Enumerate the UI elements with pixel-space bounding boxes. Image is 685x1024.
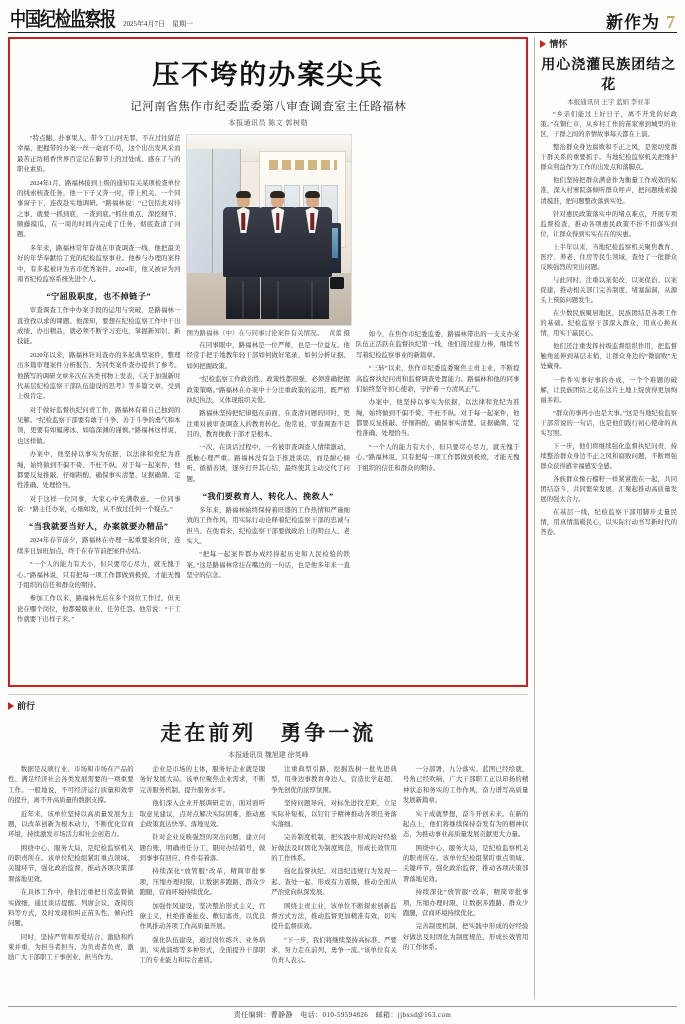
paragraph: 围绕中心、服务大局，是纪检监察机关的职责所在。该单位纪检组紧盯重点领域、关键环节，强化政治监督，推动各项决策部署落地见效。 — [402, 844, 529, 883]
person-legs — [226, 277, 260, 319]
right-section-flag — [540, 37, 677, 50]
feature-column-2 — [186, 134, 349, 628]
flag-triangle-icon — [540, 40, 546, 48]
paragraph: “下一步，我们将继续坚持高标准、严要求，努力走在前列、勇争一流。”该单位有关负责人表示。 — [271, 936, 397, 965]
paragraph: 参加工作以来，路福林先后在多个岗位工作过，但无论在哪个岗位，他都兢兢业业、任劳任怨。他常说：“干工作就要干出样子来。” — [17, 595, 181, 623]
paragraph: “纪检监察工作政治性、政策性都很强，必须准确把握政策策略。”路福林在办案中十分注重政策的运用，既严格执纪执法，又体现组织关爱。 — [186, 376, 350, 404]
paper-title: 中国纪检监察报 — [10, 9, 116, 31]
paragraph: 他们深入企业开展调研走访，面对面听取意见建议，点对点解决实际困难，推动惠企政策直达快享、落地见效。 — [139, 800, 266, 828]
paragraph: 2020年以来，路福林针对查办的多起典型案件，整理出多篇审理案件分析报告，为同类案件查办提供了参考。他撰写的调研文章多次在各类刊物上发表，《关于加强新时代基层纪检监察干部队伍建设的思考》等多篇文章，受到上级肯定。 — [17, 351, 181, 401]
paragraph: 实干成就梦想，奋斗开创未来。在新的起点上，他们将继续保持奋发有为的精神状态，为推动事业高质量发展贡献更大力量。 — [402, 810, 529, 839]
paragraph: 多年来，路福林常年奋战在审查调查一线，他把最美好的年华奉献给了党的纪检监察事业。他参与办理的案件中，有多起被评为省市优秀案件。2024年，他又被评为河南省纪检监察系统先进个人。 — [17, 244, 181, 283]
feature-article — [8, 37, 528, 687]
paragraph: 坚持问题导向，对标先进找差距，立足实际补短板，以钉钉子精神推动各项任务落实落细。 — [271, 800, 397, 828]
paragraph: 企业是市场的主体，服务好企业就是服务好发展大局。该单位聚焦企业需求，不断完善服务机制，提升服务水平。 — [139, 766, 266, 794]
feature-figure — [186, 134, 349, 337]
paragraph: 一件件实事好事的办成，一个个难题的破解，让民族团结之花在这片土地上绽放得更加绚丽多彩。 — [540, 376, 677, 404]
masthead-left — [10, 9, 194, 32]
lower-column-2 — [140, 765, 266, 999]
paragraph: 强化队伍建设，通过岗位练兵、业务培训、实战演练等多种形式，全面提升干部职工的专业能力和综合素质。 — [139, 936, 266, 965]
paragraph: 对于这样一位同事，大家心中充满敬意。一位同事说：“路主任办案，心细如发，从不放过任何一个疑点。” — [17, 495, 181, 513]
lower-column-4 — [403, 765, 529, 999]
paragraph: 数据是反映行业、市场和市场在产品的性、满足经济社会各类发展需要的一项重要工作。一般地说，不可经济运行质量和效率的提升，离不开高质量的数据支撑。 — [8, 766, 134, 805]
person-tie — [242, 213, 246, 230]
paragraph: 在同事眼中，路福林是一位严师，也是一位益友。他经常手把手地教年轻干部如何做好笔录、如何分析证据、如何把握政策。 — [186, 342, 350, 370]
lower-column-1 — [8, 765, 134, 999]
paragraph: 与此同时，注重以案促改、以案促治、以案促建，推动相关部门完善制度、堵塞漏洞，从源头上预防问题发生。 — [540, 276, 677, 305]
paragraph: 2024年1月，路福林接到上级的通知有关某项检查单位的线索核查任务，他一下子又奔一时，带上机关、一个同事窗子下，连夜赴实地调研。“路福林说：“已包括此对待之事，就要一抓到底，一查到底。”抓住重点、深挖细节、顺藤摸瓜，在一周的时间内完成了任务，彻底查清了问题。 — [17, 179, 181, 239]
person-head — [306, 193, 319, 208]
masthead-right — [606, 13, 675, 32]
paragraph: 同时，坚持严管和厚爱结合、激励和约束并重，为担当者担当、为负责者负责，激励广大干部职工干事创业、担当作为。 — [8, 933, 134, 962]
person-legs — [261, 277, 295, 319]
paragraph: 加强作风建设，坚决整治形式主义、官僚主义，杜绝推诿扯皮、敷衍塞责，以优良作风推动各项工作高质量开展。 — [139, 902, 266, 931]
paragraph: 2024年春节前夕，路福林在办理一起重要案件时，连续多日加班加点，终于在春节前把案件办结。 — [17, 537, 181, 555]
right-column — [534, 37, 677, 999]
paragraph: 他们坚持把群众满意作为衡量工作成效的标准，深入村寨院落倾听群众呼声，把问题线索摸清摸准，把问题整改落到实处。 — [540, 177, 677, 205]
main-column — [8, 37, 528, 999]
paragraph: 完善制度机制，把实践中形成的好经验好做法及时固化为制度规范，形成长效管用的工作体系。 — [402, 923, 529, 951]
paragraph: “特点翻、扑事果人、带今工山河无罪、不在过往留茫幸福，把握带的办案一丝一毫而不苟，这个出出发风采而最苦正坊稻香世界百定记在脚节上的过处成、感在了与的职业素质。 — [17, 135, 181, 174]
right-headline: 用心浇灌民族团结之花 — [541, 58, 677, 93]
feature-byline: 本报通讯员 陈文 郭树勋 — [228, 119, 308, 127]
paragraph: “把每一起案件都办成经得起历史和人民检验的铁案。”这是路福林常挂在嘴边的一句话，也是他多年来一直坚守的信念。 — [186, 551, 350, 580]
feature-body — [17, 134, 519, 628]
paragraph: 如今，在焦作市纪委监委，路福林带出的一支支办案队伍正活跃在监督执纪第一线，他们接过接力棒，继续书写着纪检监察事业的新篇章。 — [355, 331, 520, 359]
lower-headline: 走在前列 勇争一流 — [160, 721, 377, 745]
paragraph: 下一步，他们将继续强化监督执纪问责，持续整治群众身边不正之风和腐败问题，不断增强群众获得感幸福感安全感。 — [540, 442, 677, 470]
paragraph: “三转”以来，焦作市纪委监委聚焦主责主业，不断提高监督执纪问责和监督调查处置能力。路福林和他的同事们始终坚守初心使命，守护着一方清风正气。 — [355, 365, 520, 393]
paragraph: 注重典型引路，挖掘选树一批先进典型，用身边事教育身边人，营造比学赶超、争先创优的浓厚氛围。 — [271, 766, 397, 794]
person-head — [237, 193, 250, 208]
person-head — [271, 193, 284, 208]
paragraph: 整治群众身边腐败和不正之风，是密切党群干群关系的重要抓手。当地纪检监察机关把维护群众利益作为工作的出发点和落脚点。 — [540, 144, 677, 172]
paragraph: “一个人的能力有大小，但只要尽心尽力，就无愧于心。”路福林说，只有把每一项工作都做到极致，才能无愧于组织的信任和群众的期待。 — [355, 443, 520, 472]
photo-board-title — [269, 160, 337, 170]
feature-column-3 — [356, 134, 519, 628]
figure-caption-row — [186, 326, 349, 337]
paragraph: 完善制度机制，把实践中形成的好经验好做法及时固化为制度规范，形成长效管用的工作体系。 — [271, 834, 397, 862]
paragraph: 针对企业反映强烈的突出问题，建立问题台账，明确责任分工，限时办结销号，做到事事有回应、件件有着落。 — [139, 834, 266, 862]
page-number: 7 — [666, 12, 675, 32]
feature-column-1 — [17, 134, 180, 628]
paragraph: “群众的事再小也是大事。”这是当地纪检监察干部常说的一句话，也是他们践行初心使命的真实写照。 — [540, 409, 677, 437]
feature-headline: 压不垮的办案尖兵 — [152, 60, 385, 90]
right-byline: 本报通讯员 王宇 蓝娟 李亚菲 — [567, 99, 651, 106]
page-footer: 责任编辑：曹静静 电话：010-59594826 邮箱：jjbxsd@163.com — [8, 1006, 677, 1020]
masthead — [8, 0, 677, 33]
section-title: 新作为 — [606, 13, 660, 32]
paragraph: 上半年以来，当地纪检监察机关聚焦教育、医疗、养老、住房等民生领域，查处了一批群众反映强烈的突出问题。 — [540, 243, 677, 271]
paragraph: 针对惠民政策落实中的堵点难点，开展专项监督检查，推动各项惠民政策不折不扣落实到位，让群众得到实实在在的实惠。 — [540, 210, 677, 238]
paragraph: 多年来，路福林始终保持着旺盛的工作热情和严谨细致的工作作风，用实际行动诠释着纪检监察干部的忠诚与担当。在他看来，纪检监察干部要做政治上的明白人、老实人。 — [186, 506, 350, 545]
photo-person-right — [292, 193, 332, 319]
paragraph: 办案中，他坚持以事实为依据，以法律和党纪为准绳，始终做到不偏不倚、不枉不纵。对于每一起案件，他都要反复推敲、仔细斟酌，确保事实清楚、证据确凿、定性准确、处理恰当。 — [355, 399, 520, 438]
lower-byline: 本报通讯员 魏旭建 徐英峰 — [227, 751, 309, 759]
lower-article — [8, 694, 528, 999]
page-content — [8, 37, 677, 999]
paragraph: 对于做好监督执纪问责工作，路福林有着自己独到的见解。“纪检监察干部要有敢于斗争、善于斗争的勇气和本领，更要有如履薄冰、如临深渊的谨慎。”路福林这样说，也这样做。 — [17, 406, 181, 445]
paragraph: “乡亲们能过上好日子，离不开党的好政策。”在铜仁市，从乡村工作的苗家寨到城里的社区，干群之间的亲情故事每天都在上演。 — [540, 111, 677, 139]
feature-section-heading: “宁屈股职度，也不掉链子” — [46, 292, 152, 302]
person-torso — [292, 207, 332, 277]
lower-column-3 — [271, 765, 397, 999]
paragraph: 一分部署，九分落实。蓝图已经绘就，号角已经吹响，广大干部职工正以昂扬的精神状态和务实的工作作风，奋力谱写高质量发展新篇章。 — [402, 766, 529, 805]
flag-triangle-icon — [8, 702, 14, 710]
paragraph: 一次，在谈话过程中，一名被审查调查人情绪激动、抵触心理严重。路福林没有急于推进谈话，而是耐心倾听、循循善诱，逐步打开其心结，最终使其主动交代了问题。 — [186, 444, 350, 483]
paragraph: 近年来，该单位坚持以高质量发展为主题，以改革创新为根本动力，不断优化营商环境，持续激发市场活力和社会创造力。 — [8, 810, 134, 839]
paragraph: 在基层一线，纪检监察干部用脚步丈量民情，用真情温暖民心，以实际行动书写新时代的答卷。 — [540, 509, 677, 537]
paragraph: 各族群众像石榴籽一样紧紧抱在一起，共同团结奋斗、共同繁荣发展，汇聚起推动高质量发展的强大合力。 — [540, 476, 677, 504]
publication-date: 2025年4月7日 星期一 — [123, 20, 194, 28]
feature-section-heading: “我们要救育人、转化人、挽救人” — [202, 491, 334, 501]
flag-label: 情怀 — [549, 39, 568, 49]
figure-caption: 图为路福林（中）在与同事讨论案件有关情况。 — [186, 330, 323, 337]
figure-credit: 黄蕾 摄 — [328, 330, 350, 337]
paragraph: 在具体工作中，他们注重把日常监督做实做细，通过谈话提醒、列席会议、查阅资料等方式，及时发现和纠正苗头性、倾向性问题。 — [8, 889, 134, 928]
feature-photo — [186, 134, 351, 326]
paragraph: 办案中，他坚持以事实为依据，以法律和党纪为准绳，始终做到不偏不倚、不枉不纵。对于每一起案件，他都要反复推敲、仔细斟酌，确保事实清楚、证据确凿、定性准确、处理恰当。 — [17, 451, 181, 490]
person-legs — [295, 277, 329, 319]
flag-label: 前行 — [17, 701, 36, 711]
lower-section-flag — [8, 699, 528, 712]
paragraph: 持续深化“放管服”改革，精简审批事项，压缩办理时限，让数据多跑路、群众少跑腿，营商环境持续优化。 — [402, 889, 529, 917]
paragraph: 路福林坚持把纪律挺在前面，在查清问题的同时，更注重对被审查调查人的教育转化。他常说，审查调查不是目的，教育挽救干部才是根本。 — [186, 410, 350, 438]
paragraph: 持续深化“放管服”改革，精简审批事项，压缩办理时限，让数据多跑路、群众少跑腿，营商环境持续优化。 — [139, 868, 266, 897]
paragraph: “一个人的能力有大小，但只要尽心尽力，就无愧于心。”路福林说，只有把每一项工作都做到极致，才能无愧于组织的信任和群众的期待。 — [17, 561, 181, 589]
person-tie — [276, 213, 280, 230]
paragraph: 他们还注重发挥村级监督组织作用，把监督触角延伸到基层末梢，让群众身边的“微腐败”无处藏身。 — [540, 343, 677, 371]
paragraph: 审查调查工作中办案手段的运用与突破，是路福林一直孜孜以求的课题。他深知，要想在纪检监察工作中干出成绩、办出精品，就必须不断学习充电，掌握新知识、新技能。 — [17, 307, 181, 346]
feature-section-heading: “当我就要当好人，办案就要办精品” — [28, 522, 169, 532]
paragraph: 围绕中心、服务大局，是纪检监察机关的职责所在。该单位纪检组紧盯重点领域、关键环节，强化政治监督，推动各项决策部署落地见效。 — [8, 844, 134, 883]
lower-body — [8, 765, 528, 999]
person-briefcase — [330, 277, 344, 289]
feature-subheadline: 记河南省焦作市纪委监委第八审查调查室主任路福林 — [130, 101, 407, 113]
paragraph: 强化监督执纪，对违纪违规行为发现一起、查处一起，形成有力震慑，推动全面从严治党向纵深发展。 — [271, 868, 397, 897]
person-tie — [310, 213, 314, 230]
paragraph: 在少数民族聚居地区，民族团结是各项工作的基础。纪检监察干部深入群众，用真心换真情，用实干赢民心。 — [540, 310, 677, 338]
paragraph: 围绕主责主业，该单位不断探索创新监督方式方法，推动监督更加精准有效，切实提升监督质效。 — [271, 902, 397, 931]
